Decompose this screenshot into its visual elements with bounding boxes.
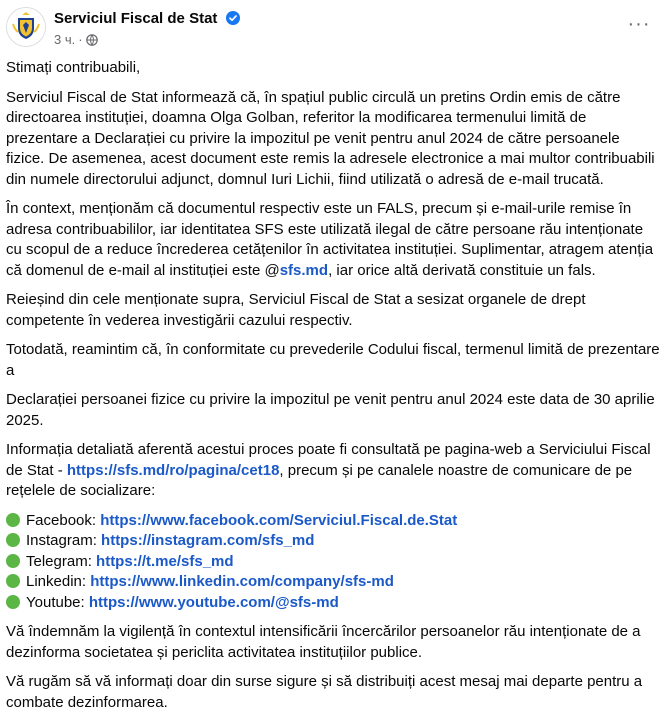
verified-badge-icon [226,11,240,25]
linkedin-link[interactable]: https://www.linkedin.com/company/sfs-md [90,573,394,590]
meta-separator: · [78,32,83,47]
social-label: Linkedin: [26,573,91,590]
social-label: Telegram: [26,552,97,570]
more-options-button[interactable] [621,13,657,41]
green-circle-icon [6,574,20,588]
paragraph-2 [6,199,661,281]
page-avatar[interactable] [6,7,46,47]
green-circle-icon [6,513,20,527]
post-body [6,58,661,722]
paragraph-4: Totodată, reamintim că, în conformitate cu prevederile Codului fiscal, termenul limită de prezentare a [6,341,660,379]
sfs-website-link[interactable]: https://sfs.md/ro/pagina/cet18 [66,461,280,479]
social-label: Facebook: [26,511,101,529]
youtube-link[interactable]: https://www.youtube.com/@sfs-md [88,593,339,611]
social-label: Youtube: [26,593,89,611]
instagram-link[interactable]: https://instagram.com/sfs_md [101,532,315,549]
page-name[interactable] [54,10,240,28]
greeting: Stimați contribuabili, [6,59,141,76]
social-links-list [6,511,661,614]
paragraph-7: Vă îndemnăm la vigilență în contextul intensificării încercărilor persoanelor rău intenționate de a dezinforma societatea și periclita activitatea instituțiilor publice. [6,623,641,661]
paragraph-8: Vă rugăm să vă informați doar din surse sigure și să distribuiți acest mesaj mai departe pentru a combate dezinformarea. [6,673,643,711]
domain-link[interactable]: sfs.md [279,261,329,279]
paragraph-5: Declarației persoanei fizice cu privire la impozitul pe venit pentru anul 2024 este data de 30 aprilie 2025. [6,391,655,429]
paragraph-6-end: , precum și pe canalele noastre de comunicare de pe rețelele de socializare: [6,461,633,499]
sfs-logo-icon [7,8,45,46]
green-circle-icon [6,595,20,609]
green-circle-icon [6,533,20,547]
globe-icon [86,34,98,46]
post-meta [54,32,98,48]
post-header [6,7,657,55]
paragraph-6-text: Informația detaliată aferentă acestui proces poate fi consultată pe pagina-web a Serviciului Fiscal de Stat - [6,441,651,479]
social-item-telegram [6,552,661,573]
paragraph-2-end: , iar orice altă derivată constituie un fals. [328,261,596,279]
paragraph-1: Serviciul Fiscal de Stat informează că, în spațiul public circulă un pretins Ordin emis de către directoarea instituției, doamna Olga Golban, referitor la modificarea termenului limită de prezentare a Declarației cu privire la impozitul pe venit pentru anul 2024 de către persoanele fizice. De asemenea, acest document este remis la adresele electronice a mai multor contribuabili din numele directorului adjunct, domnul Iuri Lichii, fiind utilizată o adresă de e-mail trucată. [6,88,655,188]
green-circle-icon [6,554,20,568]
telegram-link[interactable]: https://t.me/sfs_md [96,552,234,570]
facebook-link[interactable]: https://www.facebook.com/Serviciul.Fiscal.de.Stat [100,511,458,529]
social-item-instagram [6,531,661,552]
social-item-facebook [6,511,661,532]
paragraph-6 [6,440,661,502]
social-label: Instagram: [26,532,102,549]
post-timestamp[interactable]: 3 ч. [54,32,76,47]
paragraph-3: Reieșind din cele menționate supra, Serviciul Fiscal de Stat a sesizat organele de drept competente în vederea investigării cazului respectiv. [6,291,586,329]
page-name-text[interactable]: Serviciul Fiscal de Stat [54,10,218,27]
paragraph-2-text: În context, menționăm că documentul respectiv este un FALS, precum și e-mail-urile remise în adresa contribuabililor, iar identitatea SFS este utilizată ilegal de către persoane rău intenționate cu scopul de a reduce încrederea cetățenilor în activitatea instituției. Suplimentar, atragem atenția că domenul de e-mail al instituției este @ [6,200,654,279]
social-item-linkedin [6,572,661,593]
more-options-icon: ··· [627,13,651,35]
social-item-youtube [6,593,661,614]
